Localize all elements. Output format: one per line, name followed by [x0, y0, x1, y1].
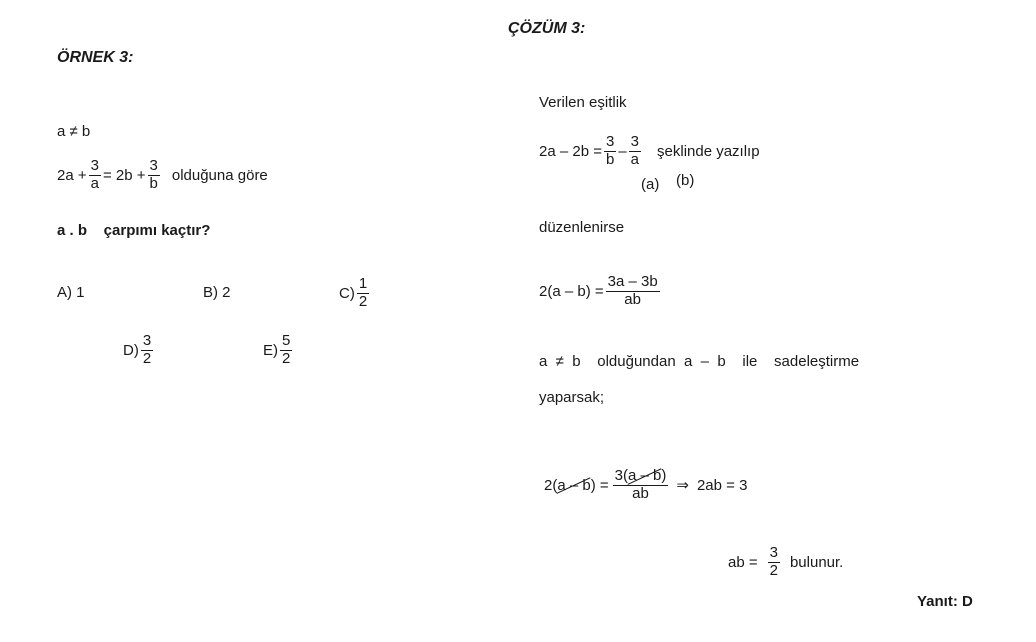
eq1-label-b: (b)	[676, 172, 695, 189]
eq4-num: 3	[769, 544, 778, 561]
eq1-fraction-1-den: b	[605, 150, 615, 168]
option-c-label: C)	[339, 284, 355, 302]
option-e-num: 5	[282, 332, 291, 349]
answer: Yanıt: D	[917, 593, 973, 610]
eq-fraction-2-den: b	[149, 174, 158, 192]
eq1-suffix: şeklinde yazılıp	[657, 142, 760, 160]
eq3-right: 2ab = 3	[696, 476, 748, 494]
eq3-num-cancelled	[628, 468, 661, 485]
example-equation	[57, 158, 268, 192]
option-d-label: D)	[123, 341, 139, 359]
eq1-fraction-2-num: 3	[630, 133, 640, 150]
eq1-minus: –	[618, 142, 627, 160]
eq1-left: 2a – 2b =	[539, 142, 602, 160]
option-d-num: 3	[142, 332, 152, 349]
eq3-fraction	[613, 468, 669, 502]
option-e-label: E)	[263, 341, 278, 359]
option-d-den: 2	[142, 349, 152, 367]
option-c	[339, 276, 371, 310]
solution-line-1: Verilen eşitlik	[539, 94, 627, 111]
eq4-fraction	[768, 545, 780, 579]
eq3-den: ab	[632, 484, 649, 502]
eq-mid: = 2b +	[102, 166, 146, 184]
eq-fraction-1	[89, 158, 101, 192]
option-c-den: 2	[358, 292, 368, 310]
eq1-fraction-2	[629, 134, 641, 168]
option-b: B) 2	[203, 284, 231, 301]
solution-line-2: düzenlenirse	[539, 219, 625, 236]
eq2-num: 3a – 3b	[607, 273, 658, 290]
option-d-fraction	[141, 333, 153, 367]
eq-fraction-1-den: a	[90, 174, 99, 192]
solution-line-4: yaparsak;	[539, 389, 605, 406]
eq1-fraction-1-num: 3	[605, 133, 615, 150]
eq3-left-post: ) =	[590, 476, 609, 494]
eq2-den: ab	[624, 290, 641, 308]
example-title: ÖRNEK 3:	[57, 49, 134, 66]
option-a: A) 1	[57, 284, 85, 301]
eq3-num-struck-text: a – b	[628, 467, 662, 484]
eq3-num-pre: 3(	[614, 467, 628, 484]
eq4-left: ab =	[728, 553, 758, 571]
solution-equation-2	[539, 274, 662, 308]
eq3-left-cancelled	[557, 477, 590, 494]
eq-fraction-2-num: 3	[149, 157, 158, 174]
solution-equation-4	[728, 545, 843, 579]
example-condition: a ≠ b	[57, 123, 91, 140]
option-e-fraction	[280, 333, 292, 367]
eq3-num	[613, 468, 669, 486]
example-question: a . b çarpımı kaçtır?	[57, 222, 211, 239]
solution-equation-3	[544, 468, 747, 502]
eq3-left-struck-text: a – b	[557, 476, 591, 494]
solution-line-3: a ≠ b olduğundan a – b ile sadeleştirme	[539, 353, 860, 370]
option-d	[123, 333, 155, 367]
eq-left-prefix: 2a +	[57, 166, 87, 184]
option-c-num: 1	[358, 275, 368, 292]
eq3-num-post: )	[661, 467, 667, 484]
eq1-fraction-1	[604, 134, 616, 168]
eq-fraction-2	[148, 158, 160, 192]
option-e-den: 2	[282, 349, 291, 367]
eq3-left-pre: 2(	[544, 476, 558, 494]
option-c-fraction	[357, 276, 369, 310]
option-e	[263, 333, 294, 367]
eq-fraction-1-num: 3	[90, 157, 99, 174]
eq1-label-a: (a)	[641, 176, 660, 193]
solution-title: ÇÖZÜM 3:	[508, 20, 586, 37]
eq1-fraction-2-den: a	[630, 150, 640, 168]
eq2-fraction	[606, 274, 660, 308]
eq4-den: 2	[769, 561, 778, 579]
solution-equation-1	[539, 134, 760, 168]
eq2-left: 2(a – b) =	[539, 282, 604, 300]
eq4-suffix: bulunur.	[789, 553, 844, 571]
eq-suffix: olduğuna göre	[171, 166, 268, 184]
implies-arrow: ⇒	[676, 477, 689, 494]
